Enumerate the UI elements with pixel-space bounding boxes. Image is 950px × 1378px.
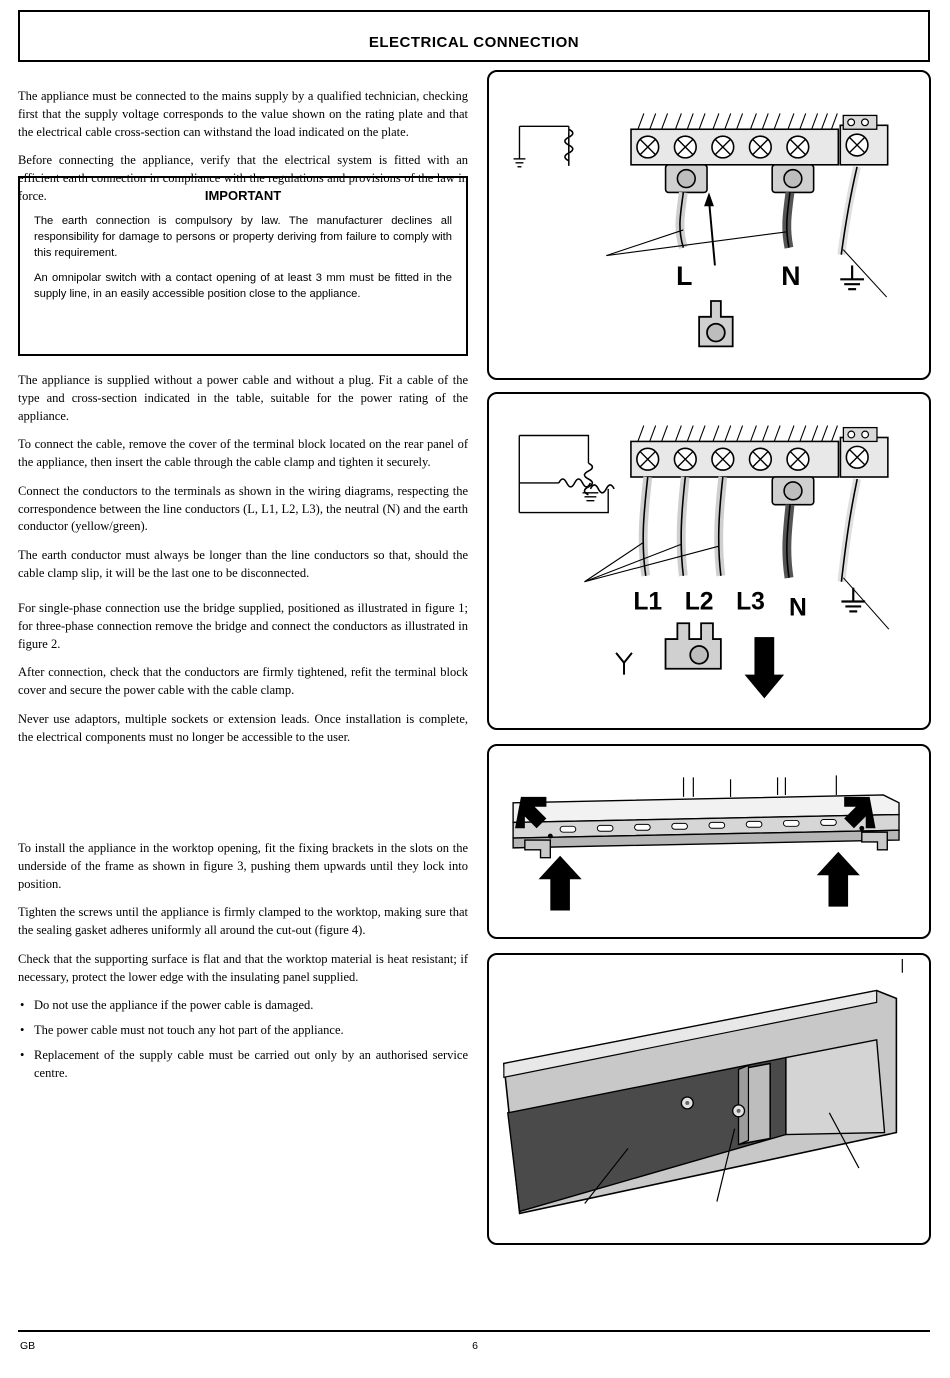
header-banner (18, 10, 930, 62)
page-number: 6 (472, 1340, 478, 1352)
footer-locale: GB (20, 1340, 36, 1352)
phase-text-block (18, 600, 468, 757)
list-item-label: Do not use the appliance if the power cable is damaged. (34, 998, 314, 1013)
connection-paragraph-3: Connect the conductors to the terminals as shown in the wiring diagrams, respecting the correspondence between the line conductors (L, L1, L2, L3), the neutral (N) and the earth conductor (yellow/green). (18, 483, 468, 534)
connection-text-block (18, 372, 468, 594)
figure-single-phase-connection (487, 70, 931, 380)
phase-paragraph-1: For single-phase connection use the bridge supplied, positioned as illustrated in figure 1; for three-phase connection remove the bridge and connect the conductors as illustrated in figure 2. (18, 601, 468, 651)
bullet-icon: • (20, 1047, 25, 1062)
phase-paragraph-3: Never use adaptors, multiple sockets or extension leads. Once installation is complete, the electrical components must no longer be accessible to the user. (18, 711, 468, 744)
mounting-text-block (18, 840, 468, 1089)
page-title: ELECTRICAL CONNECTION (368, 34, 580, 51)
connection-paragraph-2: To connect the cable, remove the cover of the terminal block located on the rear panel of the appliance, then insert the cable through the cable clamp and tighten it securely. (18, 437, 468, 469)
svg-text:L2: L2 (684, 588, 714, 616)
intro-paragraph-1: The appliance must be connected to the mains supply by a qualified technician, checking first that the supply voltage corresponds to the value shown on the rating plate and that the electrical cable cross-section can withstand the load indicated on the plate. (18, 89, 468, 139)
list-item (18, 1047, 468, 1083)
mounting-paragraph-1: To install the appliance in the worktop opening, fit the fixing brackets in the slots on the underside of the frame as shown in figure 3, pushing them upwards until they lock into position. (18, 841, 468, 891)
note-paragraph-2: An omnipolar switch with a contact opening of at least 3 mm must be fitted in the supply line, in an easily accessible position close to the appliance. (34, 271, 452, 300)
list-item (18, 997, 468, 1015)
connection-paragraph-4: The earth conductor must always be longer than the line conductors so that, should the cable clamp slip, it will be the last one to be disconnected. (18, 548, 468, 580)
list-item-label: Replacement of the supply cable must be carried out only by an authorised service centre. (34, 1047, 468, 1080)
mounting-paragraph-3: Check that the supporting surface is flat and that the worktop material is heat resistant; if necessary, protect the lower edge with the insulating panel supplied. (18, 951, 468, 984)
phase-paragraph-2: After connection, check that the conductors are firmly tightened, refit the terminal block cover and secure the power cable with the cable clamp. (18, 665, 468, 697)
bullet-icon: • (20, 1023, 25, 1037)
svg-text:L3: L3 (736, 588, 765, 616)
note-paragraph-1: The earth connection is compulsory by law. The manufacturer declines all responsibility for damage to persons or property deriving from failure to comply with this requirement. (34, 215, 452, 260)
svg-text:N: N (781, 261, 801, 292)
mounting-paragraph-2: Tighten the screws until the appliance is firmly clamped to the worktop, making sure that the sealing gasket adheres uniformly all around the cut-out (figure 4). (18, 905, 468, 937)
important-note-box (18, 176, 468, 356)
footer-divider (18, 1330, 930, 1332)
figure-worktop-mounting (487, 953, 931, 1245)
svg-text:L: L (676, 261, 693, 292)
svg-text:N: N (789, 594, 807, 622)
note-title: IMPORTANT (204, 188, 282, 203)
intro-paragraph-2: Before connecting the appliance, verify that the electrical system is fitted with an efficient earth connection in compliance with the regulations and provisions of the law in force. (18, 153, 468, 203)
list-item (18, 1022, 468, 1040)
figure-three-phase-connection (487, 392, 931, 730)
connection-paragraph-1: The appliance is supplied without a power cable and without a plug. Fit a cable of the type and cross-section indicated in the table, suitable for the power rating of the appliance. (18, 373, 468, 423)
bullet-icon: • (20, 998, 25, 1013)
svg-text:L1: L1 (633, 588, 663, 616)
figure-fixing-bracket (487, 744, 931, 939)
list-item-label: The power cable must not touch any hot part of the appliance. (34, 1023, 344, 1037)
